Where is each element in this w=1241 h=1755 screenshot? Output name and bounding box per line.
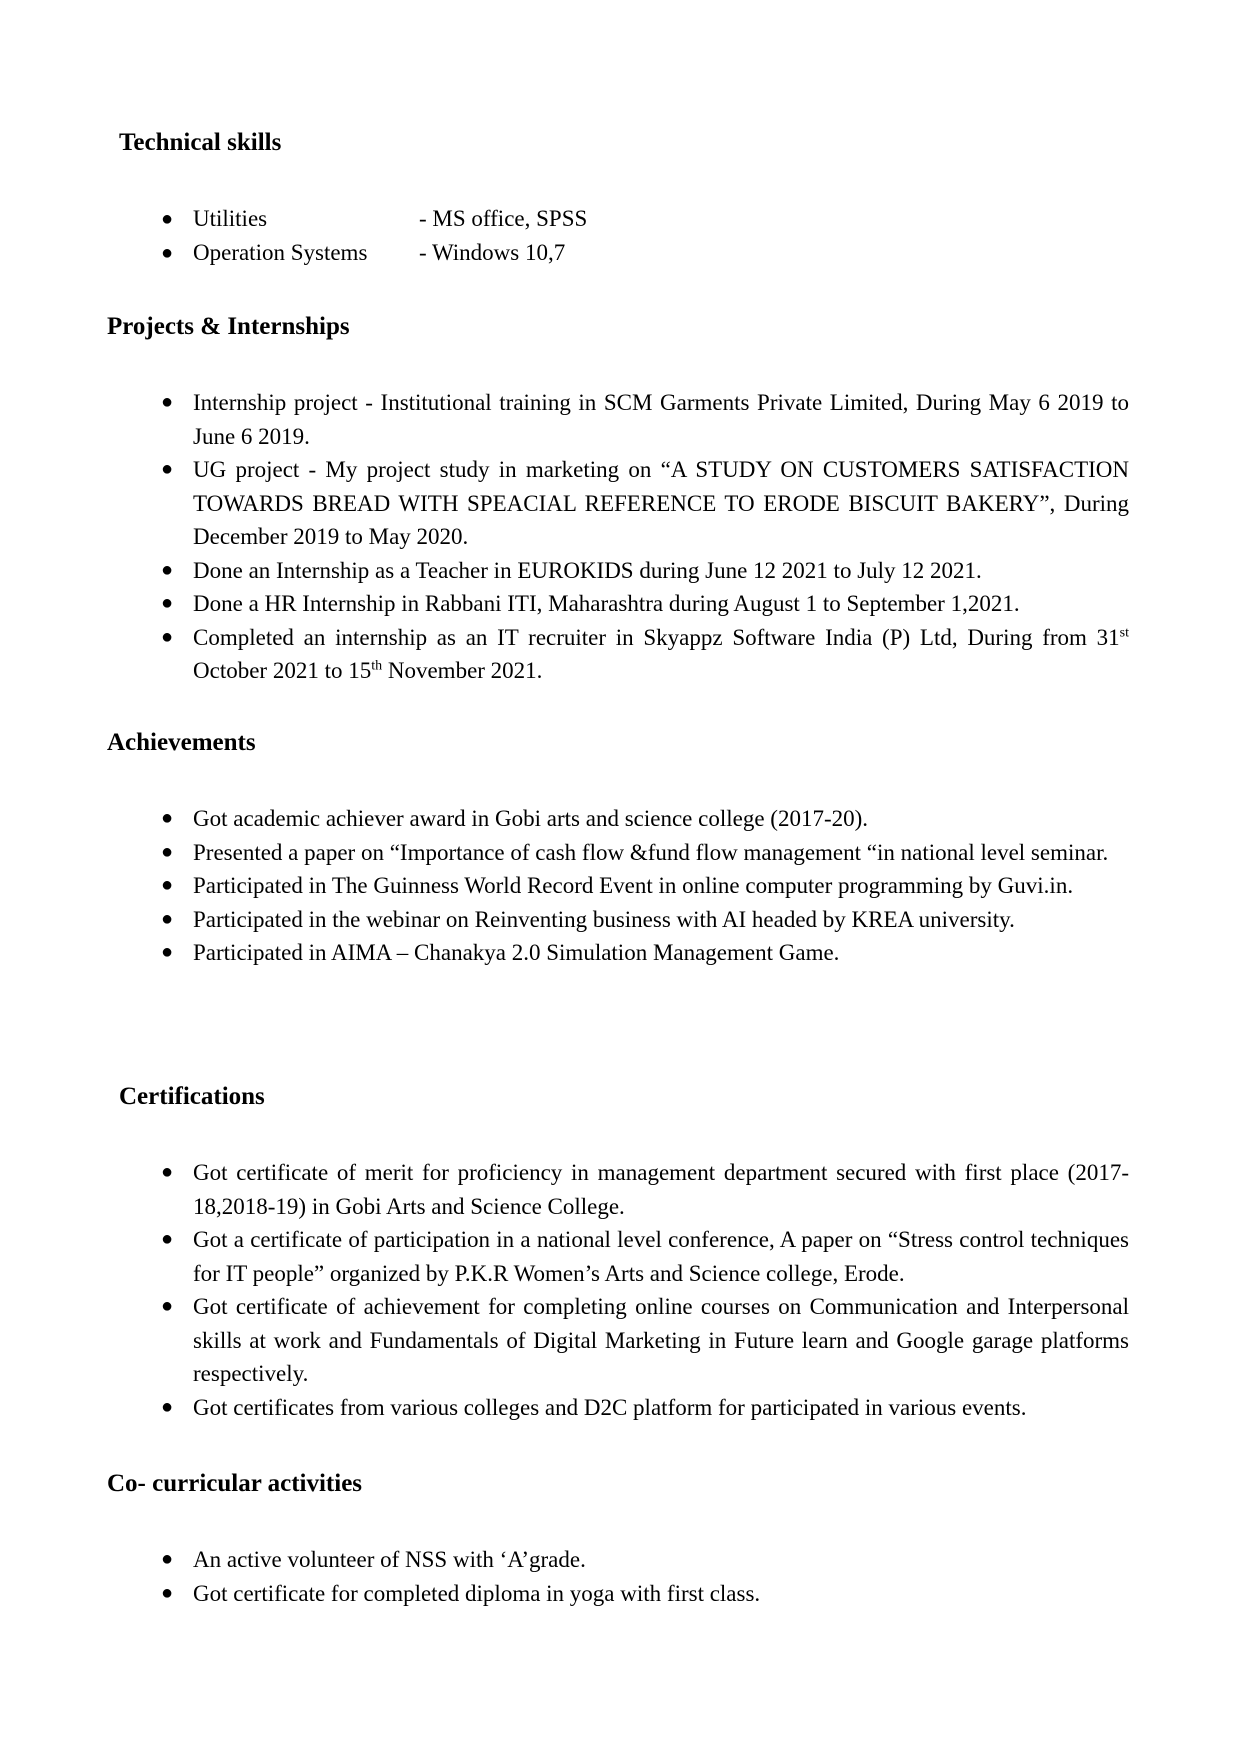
bullet-icon: ● [161,807,174,829]
skill-label: Utilities [193,206,268,231]
list-item [161,587,1129,621]
bullet-icon: ● [161,1548,174,1570]
list-item-text: Got certificate of merit for proficiency in management department secured with first place (2017-18,2018-19) in Gobi Arts and Science College. [193,1160,1129,1219]
bullet-icon: ● [161,625,174,648]
date-day: 15 [348,658,372,683]
section-heading-projects: Projects & Internships [107,313,350,340]
list-item [161,1391,1129,1425]
achievements-list [161,802,1129,970]
section-heading-achievements: Achievements [107,729,256,756]
ordinal-suffix: th [371,658,383,674]
section-heading-certifications: Certifications [119,1083,265,1110]
section-heading-co-curricular: Co- curricular activities [107,1470,363,1497]
list-item [161,1290,1129,1391]
list-item-text: October 2021 to [193,658,349,683]
bullet-icon: ● [161,592,174,614]
bullet-icon: ● [161,907,174,930]
list-item-text: Got certificate of achievement for completing online courses on Communication and Interpersonal skills at work and Fundamentals of Digital Marketing in Future learn and Google garage platforms respectively. [193,1294,1129,1386]
bullet-icon: ● [161,391,174,413]
list-item-text: Got a certificate of participation in a national level conference, A paper on “Stress control techniques for IT people” organized by P.K.R Women’s Arts and Science college, Erode. [193,1227,1129,1286]
list-item-text: Presented a paper on “Importance of cash flow &fund flow management “in national level seminar. [193,839,1109,865]
bullet-icon: ● [161,208,174,230]
bullet-icon: ● [161,558,174,581]
list-item-text: Participated in the webinar on Reinventing business with AI headed by KREA university. [193,906,1015,932]
list-item-text: Got certificates from various colleges and D2C platform for participated in various events. [193,1394,1027,1420]
ordinal-suffix: st [1119,624,1129,640]
bullet-icon: ● [161,1295,174,1317]
list-item-text: Done an Internship as a Teacher in EUROKIDS during June 12 2021 to July 12 2021. [193,557,982,583]
bullet-icon: ● [161,840,174,863]
list-item [161,1223,1129,1290]
bullet-icon: ● [161,242,174,264]
co-curricular-list [161,1543,1129,1610]
list-item-text: Got certificate for completed diploma in yoga with first class. [193,1580,761,1606]
list-item [161,386,1129,453]
list-item-text: Got academic achiever award in Gobi arts and science college (2017-20). [193,806,869,831]
list-item-text: UG project - My project study in marketing on “A STUDY ON CUSTOMERS SATISFACTION TOWARDS BREAD WITH SPEACIAL REFERENCE TO ERODE BISCUIT BAKERY”, During December 2019 to May 2020. [193,457,1129,549]
list-item-text: Participated in The Guinness World Record Event in online computer programming by Guvi.in. [193,873,1074,898]
list-item [161,869,1129,903]
bullet-icon: ● [161,941,174,963]
bullet-icon: ● [161,1228,174,1250]
list-item [161,621,1129,688]
skill-value: - Windows 10,7 [419,240,566,265]
skill-row-utilities [161,204,588,234]
list-item [161,936,1129,970]
date-day: 31 [1096,624,1120,650]
certifications-list [161,1156,1129,1424]
bullet-icon: ● [161,1395,174,1418]
list-item [161,903,1129,937]
skill-row-operation-systems [161,238,566,268]
list-item [161,1577,1129,1611]
list-item-text: An active volunteer of NSS with ‘A’grade. [193,1547,586,1572]
list-item [161,1543,1129,1577]
bullet-icon: ● [161,874,174,896]
list-item [161,1156,1129,1223]
list-item [161,836,1129,870]
skill-value: - MS office, SPSS [419,206,588,231]
list-item-text: November 2021. [382,658,543,683]
bullet-icon: ● [161,1581,174,1604]
bullet-icon: ● [161,458,174,480]
list-item-text: Internship project - Institutional training in SCM Garments Private Limited, During May 6 2019 to June 6 2019. [193,390,1129,449]
list-item [161,453,1129,554]
list-item-text: Done a HR Internship in Rabbani ITI, Maharashtra during August 1 to September 1,2021. [193,591,1020,616]
projects-list [161,386,1129,688]
list-item [161,554,1129,588]
list-item [161,802,1129,836]
list-item-text: Participated in AIMA – Chanakya 2.0 Simulation Management Game. [193,940,840,965]
list-item-text: Completed an internship as an IT recruiter in Skyappz Software India (P) Ltd, During from [193,624,1097,650]
section-heading-technical-skills: Technical skills [119,129,282,156]
skill-label: Operation Systems [193,240,368,265]
bullet-icon: ● [161,1161,174,1183]
